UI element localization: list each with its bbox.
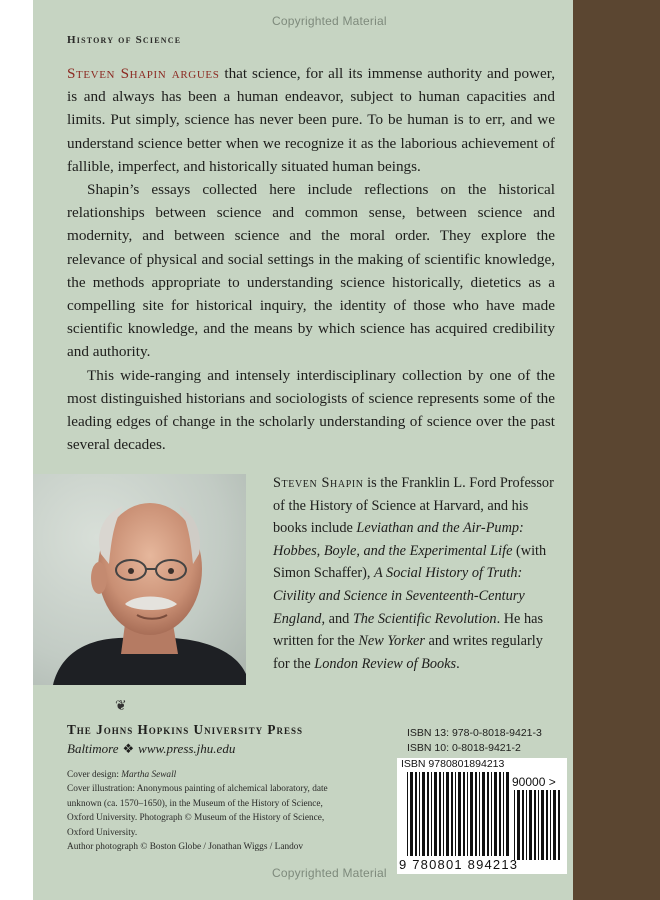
blurb-lead: Steven Shapin argues	[67, 65, 220, 82]
barcode-bar	[446, 772, 449, 856]
barcode-bar	[541, 790, 544, 860]
publisher-location	[67, 741, 235, 757]
isbn-13: ISBN 13: 978-0-8018-9421-3	[407, 727, 542, 739]
bio-text-2: (with Simon Schaffer),	[273, 542, 547, 582]
isbn-10: ISBN 10: 0-8018-9421-2	[407, 742, 521, 754]
barcode-bar	[410, 772, 413, 856]
barcode-bar	[451, 772, 453, 856]
bio-text-6: .	[456, 655, 460, 672]
barcode-isbn-label: ISBN 9780801894213	[401, 758, 505, 770]
author-bio	[273, 472, 557, 675]
book-title-scientific-revolution: The Scientific Revolution	[352, 610, 497, 627]
barcode-bar	[487, 772, 489, 856]
barcode-bar	[479, 772, 480, 856]
barcode-bar	[470, 772, 473, 856]
barcode-bar	[455, 772, 456, 856]
barcode-bar	[494, 772, 497, 856]
barcode-bar	[434, 772, 437, 856]
barcode-bar	[443, 772, 444, 856]
barcode-bar	[422, 772, 425, 856]
barcode-bar	[491, 772, 492, 856]
barcode-bar	[419, 772, 420, 856]
magazine-lrb: London Review of Books	[314, 655, 457, 672]
blurb-paragraph-1	[67, 62, 555, 178]
cover-design-label: Cover design:	[67, 770, 122, 780]
publisher-url: www.press.jhu.edu	[138, 741, 236, 756]
blurb-paragraph-2: Shapin’s essays collected here include reflections on the historical relationships between science and common sense, between science and modernity, and between science and the moral order. They explore the relevance of physical and social settings in the making of scientific knowledge, the methods appropriate to understanding science historically, dietetics as a compelling site for historical inquiry, the identity of those who have made scientific knowledge, and the means by which science has acquired credibility and authority.	[67, 181, 555, 361]
bio-text-5: and writes regularly for the	[273, 633, 543, 672]
series-label: History of Science	[67, 34, 182, 46]
author-photo-credit: Author photograph © Boston Globe / Jonathan Wiggs / Landov	[67, 842, 304, 853]
barcode-bar	[550, 790, 551, 860]
barcode-main	[407, 772, 511, 856]
barcode-bar	[558, 790, 560, 860]
barcode-bar	[407, 772, 408, 856]
magazine-new-yorker: New Yorker	[358, 633, 425, 650]
bio-text-1: is the Franklin L. Ford Professor of the History of Science at Harvard, and his books include	[273, 475, 554, 537]
barcode-bar	[482, 772, 485, 856]
barcode-bar	[427, 772, 429, 856]
blurb-paragraph-3: This wide-ranging and intensely interdisciplinary collection by one of the most distinguished historians and sociologists of science represents some of the leading edges of change in the scholarly understanding of science over the past several decades.	[67, 366, 555, 454]
watermark-top: Copyrighted Material	[272, 14, 387, 28]
publisher-name: The Johns Hopkins University Press	[67, 722, 303, 737]
barcode-bar	[475, 772, 477, 856]
watermark-bottom: Copyrighted Material	[272, 866, 387, 880]
barcode-bar	[534, 790, 536, 860]
barcode-bar	[506, 772, 509, 856]
barcode-bar	[467, 772, 468, 856]
barcode-bar	[553, 790, 556, 860]
cover-designer: Martha Sewall	[121, 770, 177, 780]
barcode-addon	[514, 790, 562, 860]
barcode-bar	[463, 772, 465, 856]
cover-design-credit	[67, 768, 337, 782]
blurb-text	[67, 62, 555, 456]
barcode-bar	[439, 772, 441, 856]
separator-icon: ❖	[122, 741, 135, 756]
bio-text-4: . He has written for the	[273, 610, 544, 650]
cover-illustration-credit: Cover illustration: Anonymous painting of alchemical laboratory, date unknown (ca. 1570–1650), in the Museum of the History of Science, Oxford University. Photograph © Museum of the History of Science, Oxford University.	[67, 784, 328, 838]
cover-credits	[67, 768, 337, 854]
barcode-box	[397, 758, 567, 874]
blurb-p1-rest: that science, for all its immense authority and power, is and always has been a human endeavor, subject to human capacities and limits. Put simply, science has never been pure. To be human is to err, and we understand science better when we recognize it as the laborious achievement of fallible, imperfect, and historically situated human beings.	[67, 65, 556, 175]
barcode-bar	[546, 790, 548, 860]
ornament-icon: ❦	[115, 699, 127, 714]
barcode-bar	[415, 772, 417, 856]
barcode-bar	[538, 790, 539, 860]
author-name: Steven Shapin	[273, 475, 364, 491]
barcode-bar	[522, 790, 524, 860]
barcode-bar	[499, 772, 501, 856]
author-portrait-illustration	[33, 474, 246, 685]
bio-text-3: , and	[321, 610, 353, 627]
barcode-bar	[503, 772, 504, 856]
publisher-city: Baltimore	[67, 741, 119, 756]
barcode-number: 9 780801 894213	[399, 857, 519, 872]
barcode-bar	[529, 790, 532, 860]
barcode-bar	[514, 790, 515, 860]
barcode-bar	[526, 790, 527, 860]
barcode-bar	[431, 772, 432, 856]
book-title-leviathan: Leviathan and the Air-Pump: Hobbes, Boyle, and the Experimental Life	[273, 520, 524, 559]
author-photo	[33, 474, 246, 685]
barcode-price-code: 90000 >	[512, 775, 556, 789]
barcode-bar	[458, 772, 461, 856]
book-title-social-history: A Social History of Truth: Civility and Science in Seventeenth-Century England	[273, 565, 525, 627]
barcode-bar	[517, 790, 520, 860]
book-spine	[573, 0, 660, 900]
